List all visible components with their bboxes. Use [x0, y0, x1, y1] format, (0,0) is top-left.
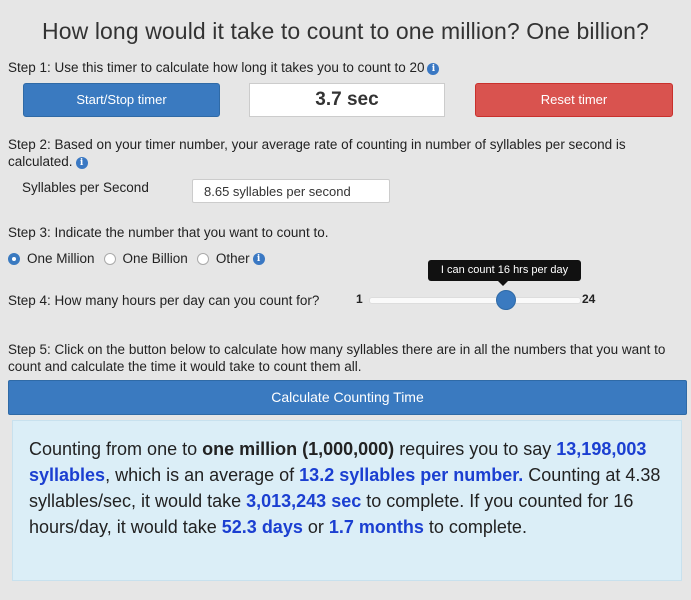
radio-label: Other [215, 251, 250, 266]
hours-slider-thumb[interactable] [496, 290, 516, 310]
timer-display: 3.7 sec [249, 83, 445, 117]
step5-text: Step 5: Click on the button below to calculate how many syllables there are in all the numbers that you want to count and calculate the time it would take to count them all. [8, 342, 666, 374]
reset-timer-button[interactable]: Reset timer [475, 83, 673, 117]
page-title: How long would it take to count to one million? One billion? [42, 18, 649, 44]
step3-text: Step 3: Indicate the number that you want to count to. [8, 225, 329, 240]
slider-max-label: 24 [582, 292, 596, 306]
hours-slider-track[interactable] [369, 297, 581, 304]
calculate-counting-time-button[interactable]: Calculate Counting Time [8, 380, 687, 415]
radio-one-million[interactable] [8, 251, 95, 266]
result-text: to complete. If you counted for 16 hours/day, it would take [29, 491, 634, 537]
result-text: requires you to say [394, 439, 557, 459]
result-panel [12, 420, 682, 581]
result-syllables: 13,198,003 syllables [29, 439, 647, 485]
radio-button[interactable] [197, 253, 209, 265]
start-stop-timer-button[interactable]: Start/Stop timer [23, 83, 220, 117]
step1-text [8, 59, 439, 76]
radio-label: One Million [27, 251, 95, 266]
radio-other[interactable] [197, 251, 265, 266]
info-icon[interactable]: i [76, 157, 88, 169]
radio-one-billion[interactable] [104, 251, 188, 266]
info-icon[interactable]: i [253, 253, 265, 265]
result-text: to complete. [423, 517, 527, 537]
syllables-per-second-field: 8.65 syllables per second [192, 179, 390, 203]
result-text: Counting from one to [29, 439, 203, 459]
radio-label: One Billion [122, 251, 188, 266]
result-text: Counting at 4.38 syllables/sec, it would take [29, 465, 661, 511]
result-text: or [302, 517, 329, 537]
result-average: 13.2 syllables per number. [299, 465, 524, 485]
syllables-per-second-label: Syllables per Second [22, 180, 149, 195]
radio-button[interactable] [8, 253, 20, 265]
result-seconds: 3,013,243 sec [246, 491, 362, 511]
result-months: 1.7 months [328, 517, 424, 537]
result-text: , which is an average of [105, 465, 300, 485]
step4-text: Step 4: How many hours per day can you count for? [8, 293, 320, 308]
step2-label: Step 2: Based on your timer number, your average rate of counting in number of syllables per second is calculated. [8, 137, 626, 169]
step2-text [8, 136, 683, 170]
slider-min-label: 1 [356, 292, 363, 306]
step1-label: Step 1: Use this timer to calculate how long it takes you to count to 20 [8, 60, 425, 75]
result-days: 52.3 days [221, 517, 303, 537]
count-target-radio-group [8, 251, 274, 266]
slider-tooltip: I can count 16 hrs per day [428, 260, 581, 281]
result-target: one million (1,000,000) [202, 439, 395, 459]
radio-button[interactable] [104, 253, 116, 265]
info-icon[interactable]: i [427, 63, 439, 75]
